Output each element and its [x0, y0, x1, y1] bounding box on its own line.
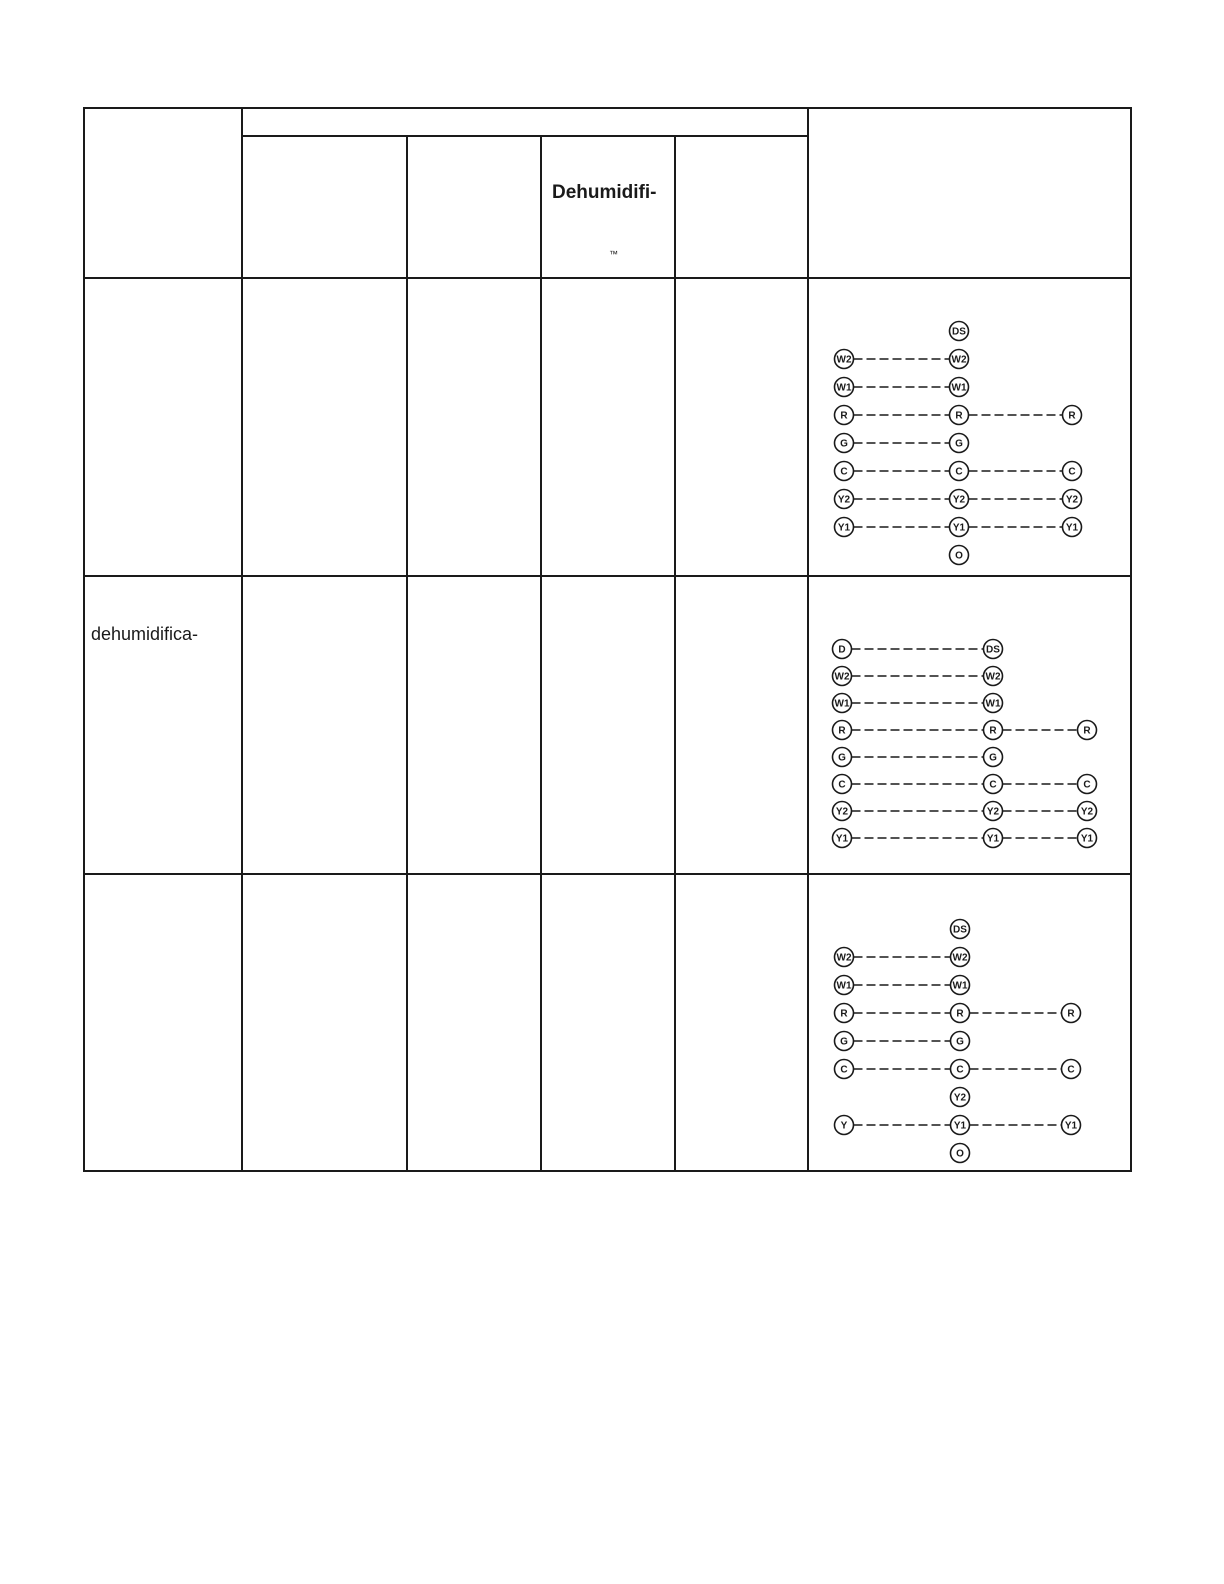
terminal-c — [1078, 775, 1097, 794]
terminal-c — [984, 775, 1003, 794]
terminal-w1 — [984, 694, 1003, 713]
terminal-label: C — [1083, 779, 1091, 791]
terminal-y1 — [1062, 1116, 1081, 1135]
terminal-w2 — [835, 948, 854, 967]
terminal-label: C — [989, 779, 997, 791]
terminal-label: O — [955, 550, 963, 562]
wiring-diagram-2 — [812, 580, 1127, 870]
terminal-label: W2 — [951, 354, 967, 366]
terminal-g — [835, 1032, 854, 1051]
terminal-y2 — [1063, 490, 1082, 509]
terminal-label: C — [955, 466, 963, 478]
terminal-label: DS — [986, 644, 1000, 656]
terminal-y1 — [833, 829, 852, 848]
terminal-w1 — [950, 378, 969, 397]
terminal-label: W2 — [834, 671, 850, 683]
terminal-g — [950, 434, 969, 453]
terminal-label: R — [1068, 410, 1076, 422]
row-2-label: dehumidifica- — [91, 624, 199, 644]
terminal-label: DS — [952, 326, 966, 338]
terminal-label: C — [1068, 466, 1076, 478]
terminal-y1 — [984, 829, 1003, 848]
terminal-label: C — [956, 1064, 964, 1076]
terminal-ds — [984, 640, 1003, 659]
header-dehumidification: Dehumidifi- — [552, 182, 657, 203]
terminal-w1 — [835, 976, 854, 995]
terminal-y2 — [833, 802, 852, 821]
terminal-label: Y1 — [986, 833, 1000, 845]
terminal-label: C — [1067, 1064, 1075, 1076]
terminal-y2 — [984, 802, 1003, 821]
wiring-diagram-3 — [812, 878, 1127, 1168]
terminal-label: Y2 — [953, 1092, 967, 1104]
terminal-y2 — [1078, 802, 1097, 821]
terminal-r — [835, 406, 854, 425]
terminal-label: R — [956, 1008, 964, 1020]
terminal-y1 — [835, 518, 854, 537]
terminal-o — [950, 546, 969, 565]
terminal-label: Y1 — [953, 1120, 967, 1132]
terminal-label: C — [838, 779, 846, 791]
terminal-label: W2 — [952, 952, 968, 964]
terminal-ds — [951, 920, 970, 939]
terminal-label: R — [840, 410, 848, 422]
terminal-c — [1063, 462, 1082, 481]
terminal-label: W2 — [985, 671, 1001, 683]
terminal-w1 — [951, 976, 970, 995]
terminal-label: R — [989, 725, 997, 737]
terminal-label: D — [838, 644, 846, 656]
terminal-c — [951, 1060, 970, 1079]
terminal-label: C — [840, 1064, 848, 1076]
terminal-c — [833, 775, 852, 794]
terminal-r — [835, 1004, 854, 1023]
terminal-y1 — [1063, 518, 1082, 537]
terminal-w2 — [833, 667, 852, 686]
terminal-y — [835, 1116, 854, 1135]
terminal-label: Y1 — [1080, 833, 1094, 845]
header-trademark: ™ — [609, 249, 618, 259]
terminal-label: R — [1067, 1008, 1075, 1020]
terminal-c — [1062, 1060, 1081, 1079]
terminal-y1 — [1078, 829, 1097, 848]
terminal-w2 — [835, 350, 854, 369]
terminal-label: W1 — [834, 698, 850, 710]
terminal-label: R — [1083, 725, 1091, 737]
terminal-r — [1062, 1004, 1081, 1023]
terminal-ds — [950, 322, 969, 341]
terminal-y2 — [951, 1088, 970, 1107]
terminal-label: G — [956, 1036, 964, 1048]
terminal-r — [950, 406, 969, 425]
terminal-label: W2 — [836, 354, 852, 366]
terminal-g — [984, 748, 1003, 767]
wiring-diagram-1 — [812, 282, 1127, 572]
terminal-r — [1063, 406, 1082, 425]
terminal-label: W1 — [985, 698, 1001, 710]
terminal-label: Y1 — [837, 522, 851, 534]
terminal-label: Y1 — [1065, 522, 1079, 534]
terminal-label: G — [840, 438, 848, 450]
terminal-r — [984, 721, 1003, 740]
terminal-label: G — [955, 438, 963, 450]
terminal-label: C — [840, 466, 848, 478]
terminal-label: R — [955, 410, 963, 422]
terminal-o — [951, 1144, 970, 1163]
terminal-label: Y1 — [835, 833, 849, 845]
terminal-label: Y2 — [835, 806, 849, 818]
terminal-w2 — [951, 948, 970, 967]
terminal-g — [835, 434, 854, 453]
terminal-label: G — [838, 752, 846, 764]
terminal-label: W2 — [836, 952, 852, 964]
terminal-label: W1 — [836, 980, 852, 992]
terminal-w1 — [833, 694, 852, 713]
terminal-label: G — [989, 752, 997, 764]
terminal-label: Y2 — [1080, 806, 1094, 818]
terminal-label: R — [840, 1008, 848, 1020]
terminal-y1 — [950, 518, 969, 537]
terminal-label: Y2 — [837, 494, 851, 506]
terminal-label: W1 — [836, 382, 852, 394]
terminal-r — [833, 721, 852, 740]
terminal-label: Y2 — [986, 806, 1000, 818]
terminal-label: O — [956, 1148, 964, 1160]
terminal-label: Y1 — [952, 522, 966, 534]
terminal-label: Y1 — [1064, 1120, 1078, 1132]
terminal-c — [835, 1060, 854, 1079]
terminal-label: DS — [953, 924, 967, 936]
terminal-y1 — [951, 1116, 970, 1135]
terminal-label: Y2 — [952, 494, 966, 506]
terminal-label: G — [840, 1036, 848, 1048]
terminal-d — [833, 640, 852, 659]
terminal-label: Y2 — [1065, 494, 1079, 506]
terminal-label: W1 — [951, 382, 967, 394]
terminal-label: Y — [840, 1120, 848, 1132]
terminal-c — [950, 462, 969, 481]
terminal-w2 — [984, 667, 1003, 686]
terminal-y2 — [835, 490, 854, 509]
terminal-g — [951, 1032, 970, 1051]
terminal-c — [835, 462, 854, 481]
terminal-r — [951, 1004, 970, 1023]
terminal-r — [1078, 721, 1097, 740]
terminal-w1 — [835, 378, 854, 397]
terminal-w2 — [950, 350, 969, 369]
terminal-g — [833, 748, 852, 767]
terminal-y2 — [950, 490, 969, 509]
terminal-label: R — [838, 725, 846, 737]
terminal-label: W1 — [952, 980, 968, 992]
